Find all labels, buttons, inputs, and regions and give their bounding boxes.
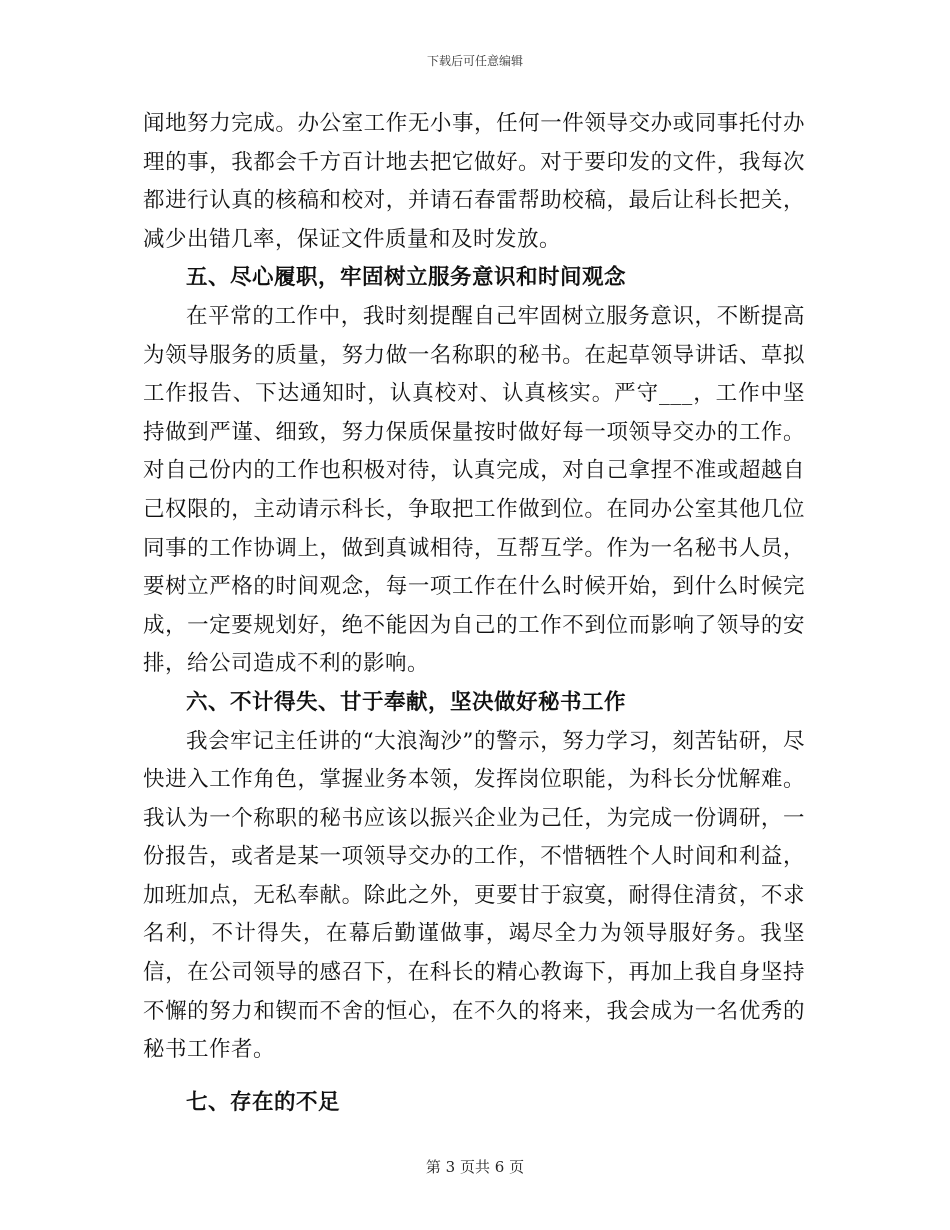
paragraph-section-5: 在平常的工作中，我时刻提醒自己牢固树立服务意识，不断提高为领导服务的质量，努力做一名称职的秘书。在起草领导讲话、草拟工作报告、下达通知时，认真校对、认真核实。严守___，工作中坚持做到严谨、细致，努力保质保量按时做好每一项领导交办的工作。对自己份内的工作也积极对待，认真完成，对自己拿捏不准或超越自己权限的，主动请示科长，争取把工作做到位。在同办公室其他几位同事的工作协调上，做到真诚相待，互帮互学。作为一名秘书人员，要树立严格的时间观念，每一项工作在什么时候开始，到什么时候完成，一定要规划好，绝不能因为自己的工作不到位而影响了领导的安排，给公司造成不利的影响。: [143, 303, 805, 677]
section-heading-5: 五、尽心履职，牢固树立服务意识和时间观念: [186, 265, 627, 291]
section-heading-6: 六、不计得失、甘于奉献，坚决做好秘书工作: [186, 689, 627, 715]
section-heading-7: 七、存在的不足: [186, 1089, 341, 1115]
paragraph-continued: 闻地努力完成。办公室工作无小事，任何一件领导交办或同事托付办理的事，我都会千方百计地去把它做好。对于要印发的文件，我每次都进行认真的核稿和校对，并请石春雷帮助校稿，最后让科长把关，减少出错几率，保证文件质量和及时发放。: [143, 111, 805, 252]
paragraph-section-6: 我会牢记主任讲的“大浪淘沙”的警示，努力学习，刻苦钻研，尽快进入工作角色，掌握业务本领，发挥岗位职能，为科长分忧解难。我认为一个称职的秘书应该以振兴企业为己任，为完成一份调研，一份报告，或者是某一项领导交办的工作，不惜牺牲个人时间和利益，加班加点，无私奉献。除此之外，更要甘于寂寞，耐得住清贫，不求名利，不计得失，在幕后勤谨做事，竭尽全力为领导服好务。我坚信，在公司领导的感召下，在科长的精心教诲下，再加上我自身坚持不懈的努力和锲而不舍的恒心，在不久的将来，我会成为一名优秀的秘书工作者。: [143, 728, 805, 1063]
page-header: 下载后可任意编辑: [426, 54, 523, 68]
page-number-footer: 第 3 页共 6 页: [425, 1158, 525, 1176]
document-body: [143, 105, 805, 1122]
